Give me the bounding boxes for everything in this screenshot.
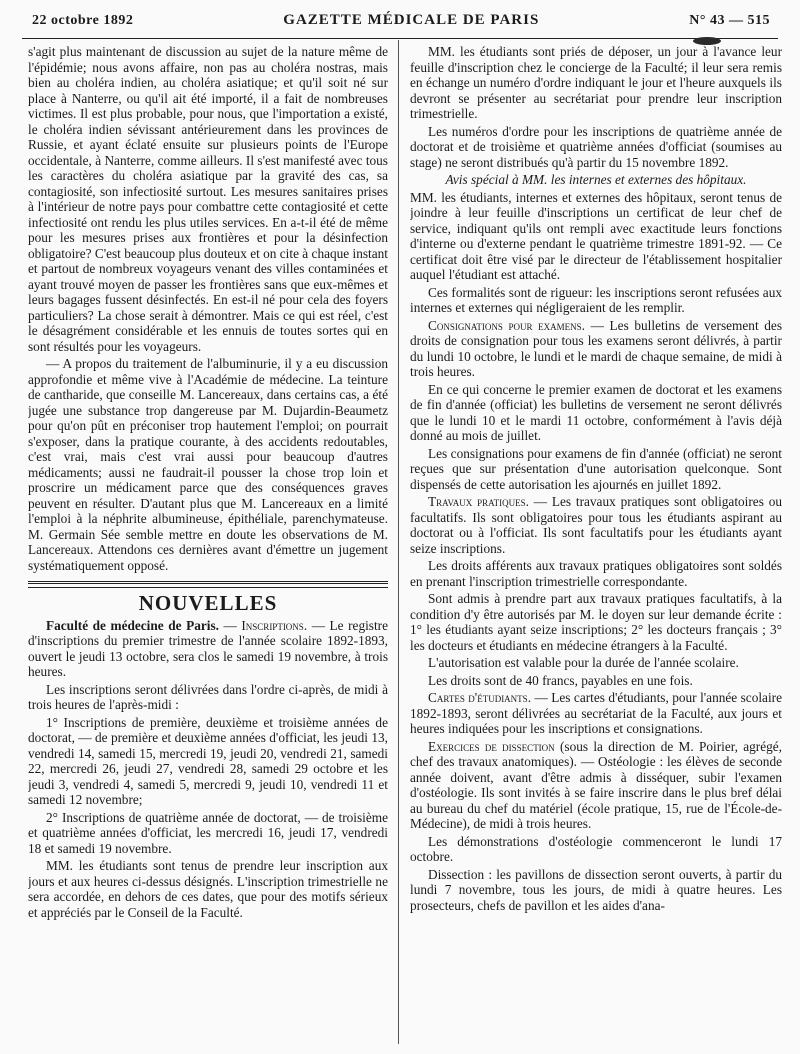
running-head bbox=[32, 12, 770, 36]
dissection-text: (sous la direction de M. Poirier, agrégé, chef des travaux anatomiques). — Ostéologie : les élèves de seconde année doivent, avant d'être admis à disséquer, subir l'examen d'ostéologie. Ils sont invités à se faire inscrire dans le plus bref délai au bureau du chef du matériel (école pratique, 15, rue de l'École-de-Médecine), de midi à trois heures. bbox=[410, 738, 782, 831]
issue-date: 22 octobre 1892 bbox=[32, 13, 134, 28]
student-cards-heading: Cartes d'étudiants. bbox=[428, 690, 532, 705]
fees-paragraph: Les droits afférents aux travaux pratiques obligatoires sont soldés en prenant l'inscription trimestrielle correspondante. bbox=[410, 558, 782, 589]
osteology-paragraph: Les démonstrations d'ostéologie commenceront le lundi 17 octobre. bbox=[410, 833, 782, 864]
inscriptions-rules-paragraph: MM. les étudiants sont tenus de prendre leur inscription aux jours et aux heures ci-dessus désignés. L'inscription trimestrielle ne sera accordée, en dehors de ces dates, que pour des motifs sérieux et appréciés par le Conseil de la Faculté. bbox=[28, 858, 388, 920]
practical-work-heading: Travaux pratiques. bbox=[428, 494, 529, 509]
cholera-paragraph: s'agit plus maintenant de discussion au sujet de la nature même de l'épidémie; nous avons affaire, non pas au choléra nostras, mais bien au choléra indien, au choléra asiatique; et qu'il soit né sur place à Nanterre, ou qu'il ait été importé, il a fait de nombreuses victimes. Il est plus probable, pour nous, que l'importation a existé, le choléra indien sévissant antérieurement dans les provinces de Russie, et ayant éclaté ensuite sur plusieurs points de l'Europe occidentale, à Nanterre, comme ailleurs. Il s'est manifesté avec tous les caractères du choléra asiatique par la gravité des cas, sa contagiosité, son infectiosité surtout. Les mesures sanitaires prises à l'intérieur de notre pays pour combattre cette contagiosité et cette infectiosité ont rendu les plus utiles services. En a-t-il été de même pour les mesures prises aux frontières et pour la désinfection obligatoire? C'est beaucoup plus douteux et on cite à chaque instant et partout de nombreux voyageurs venant des villes contaminées et ayant trouvé moyen de passer les frontières sans que eux-mêmes et leurs bagages fussent désinfectés. En est-il né pour cela des foyers particuliers? La chose serait à démontrer. Mais ce qui est réel, c'est le désagrément considérable et les ennuis de toutes sortes qui en sont résultés pour les voyageurs. bbox=[28, 44, 388, 354]
interns-paragraph: MM. les étudiants, internes et externes des hôpitaux, seront tenus de joindre à leur feuille d'inscriptions un certificat de leur chef de service, indiquant qu'ils ont rempli avec exactitude leurs fonctions d'interne ou d'externe pendant le quatrième trimestre 1891-92. — Ce certificat doit être visé par le directeur de l'établissement hospitalier auquel l'étudiant est attaché. bbox=[410, 189, 782, 282]
consignations-heading: Consignations pour examens. bbox=[428, 317, 585, 333]
order-numbers-paragraph: Les numéros d'ordre pour les inscriptions de quatrième année de doctorat et de troisième et quatrième années d'officiat (soumises au stage) ne seront distribués qu'à partir du 15 novembre 1892. bbox=[410, 123, 782, 170]
practical-work-paragraph bbox=[410, 494, 782, 556]
student-cards-paragraph bbox=[410, 690, 782, 737]
albuminuria-paragraph: — A propos du traitement de l'albuminurie, il y a eu discussion approfondie et même vive à l'Académie de médecine. La teinture de cantharide, que conseille M. Lancereaux, dans certains cas, a été jugée une substance trop dangereuse par M. Dujardin-Beaumetz pour qu'on pût en préconiser trop hautement l'emploi; on pourrait s'exposer, dans la pratique courante, à des accidents redoutables, c'est vrai, mais c'est vrai aussi pour beaucoup d'autres médicaments; aussi ne faudrait-il pousser la chose trop loin et proscrire un médicament parce que des conséquences graves peuvent en résulter. D'autant plus que M. Lancereaux en a limité l'emploi à la néphrite albumineuse, épithéliale, parenchymateuse. M. Germain Sée semble mettre en doute les observations de M. Lancereaux. Attendons ces dernières avant d'émettre un jugement systématiquement opposé. bbox=[28, 356, 388, 573]
section-separator bbox=[28, 581, 388, 588]
dissection-heading: Exercices de dissection bbox=[428, 738, 555, 754]
admission-paragraph: Sont admis à prendre part aux travaux pratiques facultatifs, à la condition d'y être autorisés par M. le doyen sur leur demande écrite : 1° les étudiants ayant seize inscriptions; 2° les docteurs français ; 3° les docteurs et étudiants en médecine étrangers à la Faculté. bbox=[410, 591, 782, 653]
first-exam-paragraph: En ce qui concerne le premier examen de doctorat et les examens de fin d'année (officiat) les bulletins de versement ne seront délivrés que le lundi 10 et le mardi 11 octobre, conformément à l'avis déjà donné au mois de juillet. bbox=[410, 381, 782, 443]
dissection-exercises-paragraph bbox=[410, 739, 782, 832]
authorization-paragraph: L'autorisation est valable pour la durée de l'année scolaire. bbox=[428, 655, 739, 670]
formalities-paragraph: Ces formalités sont de rigueur: les inscriptions seront refusées aux internes et externes qui négligeraient de les remplir. bbox=[410, 284, 782, 315]
inscriptions-first-list: 1° Inscriptions de première, deuxième et troisième années de doctorat, — de première et deuxième années d'officiat, les jeudi 13, vendredi 14, samedi 15, mercredi 19, jeudi 20, vendredi 21, samedi 22, mercredi 26, jeudi 27, vendredi 28, samedi 29 octobre et les jeudi 3, vendredi 4, samedi 5, mercredi 9, jeudi 10, vendredi 11 et samedi 12 novembre; bbox=[28, 714, 388, 807]
end-of-year-paragraph: Les consignations pour examens de fin d'année (officiat) ne seront reçues que sur présentation d'une autorisation quelconque. Sont dispensés de cette autorisation les ajournés en juillet 1892. bbox=[410, 445, 782, 492]
right-column bbox=[410, 44, 782, 1048]
column-divider bbox=[398, 40, 399, 1044]
header-rule bbox=[22, 38, 778, 39]
dissection-paragraph: Dissection : les pavillons de dissection seront ouverts, à partir du lundi 7 novembre, tous les jours, de midi à quatre heures. Les prosecteurs, chefs de pavillon et les aides d'ana- bbox=[410, 866, 782, 913]
issue-page-number: N° 43 — 515 bbox=[689, 13, 770, 28]
deposit-paragraph: MM. les étudiants sont priés de déposer, un jour à l'avance leur feuille d'inscription chez le concierge de la Faculté; il leur sera remis en échange un numéro d'ordre indiquant le jour et l'heure auxquels ils devront se présenter au secrétariat pour prendre leur inscription trimestrielle. bbox=[410, 44, 782, 121]
faculty-paragraph: Faculté de médecine de Paris. — Inscriptions. — Le registre d'inscriptions du premier trimestre de l'année scolaire 1892-1893, ouvert le jeudi 13 octobre, sera clos le samedi 19 novembre, à trois heures. bbox=[28, 617, 388, 679]
inscriptions-order-paragraph: Les inscriptions seront délivrées dans l'ordre ci-après, de midi à trois heures de l'après-midi : bbox=[28, 681, 388, 712]
consignations-text: — Les bulletins de versement des droits de consignation pour tous les examens seront délivrés, à partir du lundi 10 octobre, le lundi et le mardi de chaque semaine, de midi à trois heures. bbox=[410, 317, 782, 379]
journal-title: GAZETTE MÉDICALE DE PARIS bbox=[283, 12, 540, 28]
consignations-paragraph bbox=[410, 318, 782, 380]
special-notice-title: Avis spécial à MM. les internes et externes des hôpitaux. bbox=[445, 172, 747, 187]
section-title-nouvelles: NOUVELLES bbox=[138, 591, 278, 615]
inscriptions-second-list: 2° Inscriptions de quatrième année de doctorat, — de troisième et quatrième années d'officiat, les mercredi 16, jeudi 17, vendredi 18 et samedi 19 novembre. bbox=[28, 809, 388, 856]
practical-work-text: — Les travaux pratiques sont obligatoires ou facultatifs. Ils sont obligatoires pour tous les étudiants aspirant au doctorat ou à l'officiat. Ils sont facultatifs pour les étudiants ayant seize inscriptions. bbox=[410, 494, 782, 556]
inscriptions-heading: Inscriptions. bbox=[241, 617, 308, 633]
faculty-text: — Le registre d'inscriptions du premier trimestre de l'année scolaire 1892-1893, ouvert le jeudi 13 octobre, sera clos le samedi 19 novembre, à trois heures. bbox=[28, 617, 388, 679]
rights-paragraph: Les droits sont de 40 francs, payables en une fois. bbox=[428, 672, 693, 688]
student-cards-text: — Les cartes d'étudiants, pour l'année scolaire 1892-1893, seront délivrées au secrétariat de la Faculté, aux jours et heures indiquées pour les inscriptions et consignations. bbox=[410, 690, 782, 736]
left-column bbox=[28, 44, 388, 1048]
faculty-lead: Faculté de médecine de Paris. bbox=[46, 617, 219, 633]
